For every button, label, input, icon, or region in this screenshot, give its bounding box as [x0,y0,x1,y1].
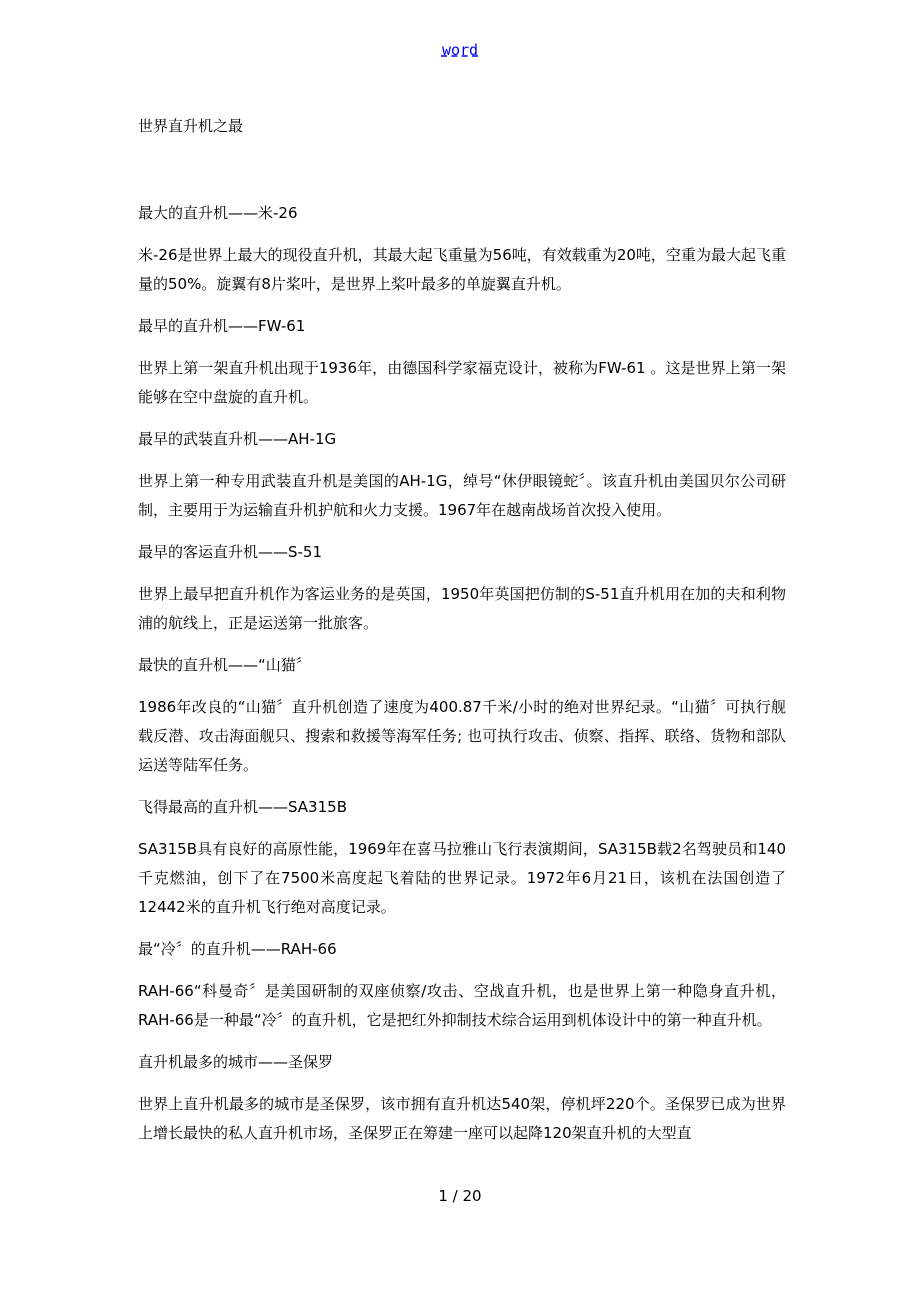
page-footer [0,1186,920,1206]
section-paragraph: 世界上直升机最多的城市是圣保罗，该市拥有直升机达540架，停机坪220个。圣保罗已成为世界上增长最快的私人直升机市场，圣保罗正在筹建一座可以起降120架直升机的大型直 [138,1095,786,1142]
section-ah1g [138,425,786,525]
section-sa315b [138,793,786,922]
document-title: 世界直升机之最 [138,117,244,135]
section-heading: 最“冷〞的直升机——RAH-66 [138,940,337,958]
section-rah66 [138,935,786,1035]
section-paragraph: 米-26是世界上最大的现役直升机，其最大起飞重量为56吨，有效载重为20吨，空重为最大起飞重量的50%。旋翼有8片桨叶，是世界上桨叶最多的单旋翼直升机。 [138,246,786,293]
section-paragraph: RAH-66“科曼奇〞是美国研制的双座侦察/攻击、空战直升机，也是世界上第一种隐身直升机，RAH-66是一种最“冷〞的直升机，它是把红外抑制技术综合运用到机体设计中的第一种直升机。 [138,982,786,1029]
section-heading: 最早的客运直升机——S-51 [138,543,323,561]
section-heading: 最早的武装直升机——AH-1G [138,430,337,448]
section-heading: 飞得最高的直升机——SA315B [138,798,347,816]
page-indicator: 1 / 20 [438,1187,482,1205]
section-paragraph: 世界上最早把直升机作为客运业务的是英国，1950年英国把仿制的S-51直升机用在加的夫和利物浦的航线上，正是运送第一批旅客。 [138,585,786,632]
section-mi26 [138,199,786,299]
section-paragraph: 世界上第一种专用武装直升机是美国的AH-1G，绰号“休伊眼镜蛇〞。该直升机由美国贝尔公司研制，主要用于为运输直升机护航和火力支援。1967年在越南战场首次投入使用。 [138,472,786,519]
section-heading: 最快的直升机——“山猫〞 [138,656,311,674]
section-sao-paulo [138,1048,786,1148]
section-heading: 直升机最多的城市——圣保罗 [138,1053,334,1071]
section-fw61 [138,312,786,412]
section-paragraph: SA315B具有良好的高原性能，1969年在喜马拉雅山飞行表演期间，SA315B载2名驾驶员和140千克燃油，创下了在7500米高度起飞着陆的世界记录。1972年6月21日，该机在法国创造了12442米的直升机飞行绝对高度记录。 [138,840,786,916]
section-heading: 最大的直升机——米-26 [138,204,298,222]
section-lynx [138,651,786,780]
section-paragraph: 世界上第一架直升机出现于1936年，由德国科学家福克设计，被称为FW-61 。这是世界上第一架能够在空中盘旋的直升机。 [138,359,786,406]
document-body [138,112,786,1161]
header-word-link[interactable]: word [441,41,479,59]
section-paragraph: 1986年改良的“山猫〞直升机创造了速度为400.87千米/小时的绝对世界纪录。“山猫〞可执行舰载反潜、攻击海面舰只、搜索和救援等海军任务; 也可执行攻击、侦察、指挥、联络、货物和部队运送等陆军任务。 [138,698,786,774]
section-heading: 最早的直升机——FW-61 [138,317,306,335]
page-header [0,40,920,60]
section-s51 [138,538,786,638]
